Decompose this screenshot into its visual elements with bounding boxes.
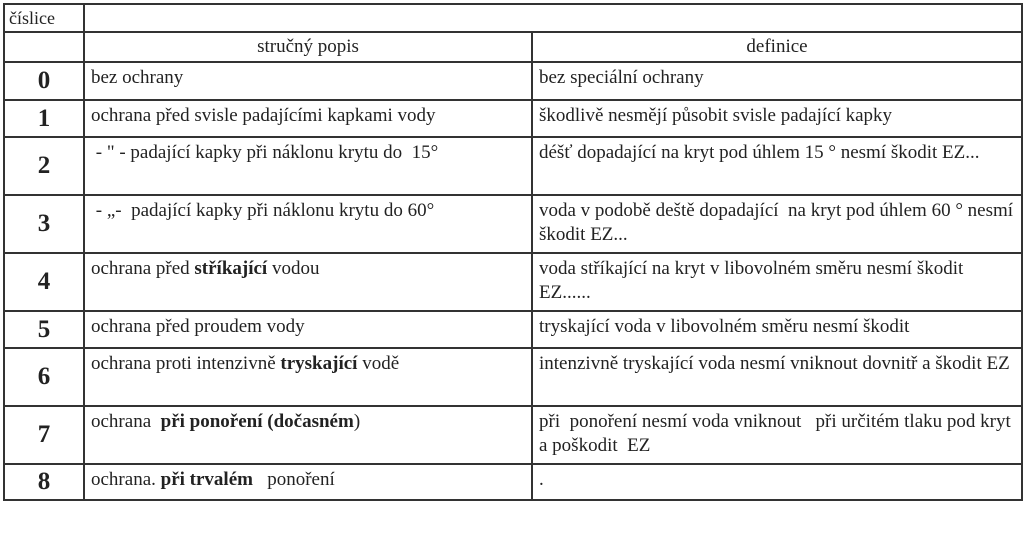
description-text: vodou [267, 258, 320, 279]
header-row-top [4, 4, 1022, 32]
row-description [84, 464, 532, 500]
row-description [84, 348, 532, 406]
row-number: 3 [4, 195, 84, 253]
description-bold-text: při ponoření (dočasném [160, 411, 354, 432]
row-definition: intenzivně tryskající voda nesmí vniknout dovnitř a škodit EZ [532, 348, 1022, 406]
row-description [84, 195, 532, 253]
description-text: ochrana před svisle padajícími kapkami vody [91, 105, 436, 126]
table-row [4, 464, 1022, 500]
description-text: ochrana před [91, 258, 195, 279]
header-row [4, 32, 1022, 62]
row-definition: při ponoření nesmí voda vniknout při určitém tlaku pod kryt a poškodit EZ [532, 406, 1022, 464]
description-text: ) [353, 411, 361, 432]
description-bold-text: tryskající [280, 353, 358, 374]
corner-label: číslice [4, 4, 84, 32]
table-row [4, 253, 1022, 311]
table-row [4, 348, 1022, 406]
row-number: 6 [4, 348, 84, 406]
table-row [4, 406, 1022, 464]
column-header-def: definice [532, 32, 1022, 62]
row-number: 4 [4, 253, 84, 311]
description-text: ochrana. [91, 469, 161, 490]
table-row [4, 100, 1022, 137]
row-number: 5 [4, 311, 84, 348]
row-number: 1 [4, 100, 84, 137]
row-definition: voda v podobě deště dopadající na kryt pod úhlem 60 ° nesmí škodit EZ... [532, 195, 1022, 253]
row-number: 7 [4, 406, 84, 464]
row-number: 0 [4, 62, 84, 100]
table-row [4, 137, 1022, 195]
row-description [84, 253, 532, 311]
top-empty-cell [84, 4, 1022, 32]
row-description [84, 62, 532, 100]
description-bold-text: stříkající [194, 258, 268, 279]
description-text: ochrana před proudem vody [91, 316, 305, 337]
description-text: ponoření [252, 469, 335, 490]
row-definition: . [532, 464, 1022, 500]
description-text: - " - padající kapky při náklonu krytu do 15° [91, 142, 439, 163]
table-row [4, 62, 1022, 100]
row-definition: bez speciální ochrany [532, 62, 1022, 100]
row-number: 2 [4, 137, 84, 195]
row-definition: tryskající voda v libovolném směru nesmí škodit [532, 311, 1022, 348]
row-definition: škodlivě nesmějí působit svisle padající kapky [532, 100, 1022, 137]
description-text: - „- padající kapky při náklonu krytu do 60° [91, 200, 435, 221]
description-text: bez ochrany [91, 67, 184, 88]
row-description [84, 100, 532, 137]
table-row [4, 195, 1022, 253]
description-text: ochrana [91, 411, 161, 432]
ip-protection-table [3, 3, 1023, 501]
row-description [84, 311, 532, 348]
description-text: ochrana proti intenzivně [91, 353, 281, 374]
description-text: vodě [357, 353, 400, 374]
row-definition: voda stříkající na kryt v libovolném směru nesmí škodit EZ...... [532, 253, 1022, 311]
row-number: 8 [4, 464, 84, 500]
column-header-desc: stručný popis [84, 32, 532, 62]
row-description [84, 137, 532, 195]
header-empty-cell [4, 32, 84, 62]
row-description [84, 406, 532, 464]
table-row [4, 311, 1022, 348]
row-definition: déšť dopadající na kryt pod úhlem 15 ° nesmí škodit EZ... [532, 137, 1022, 195]
description-bold-text: při trvalém [160, 469, 253, 490]
